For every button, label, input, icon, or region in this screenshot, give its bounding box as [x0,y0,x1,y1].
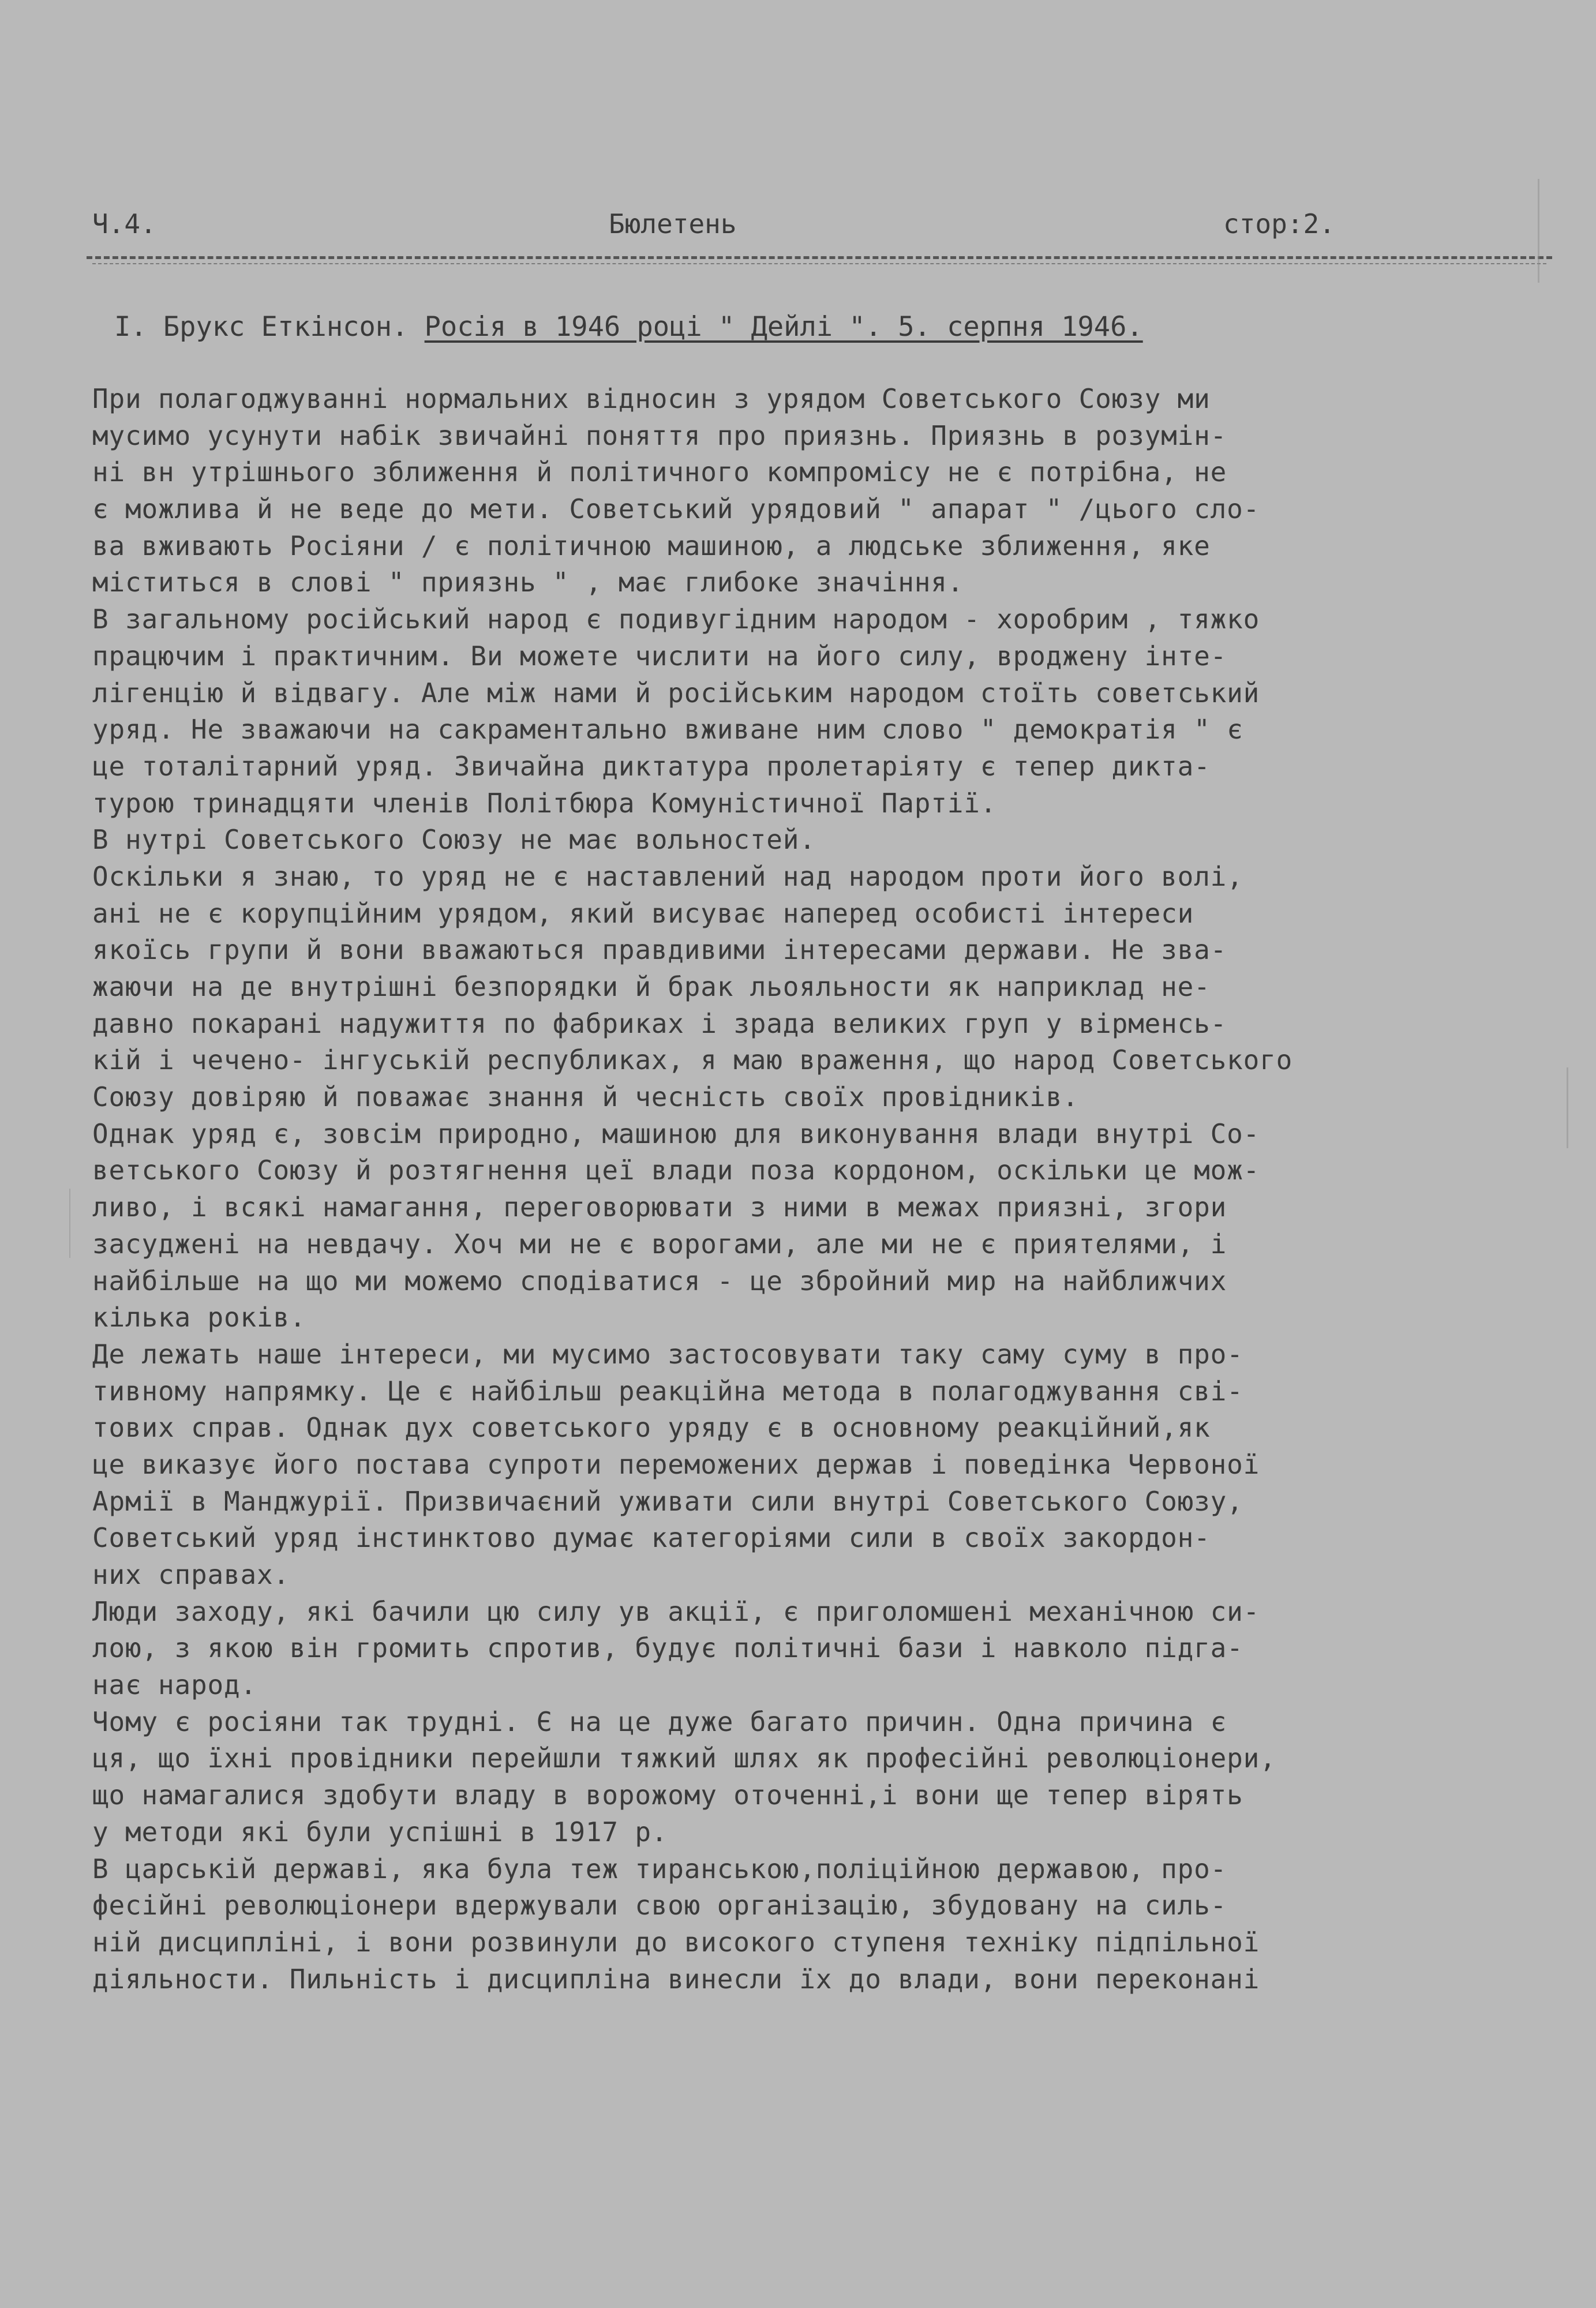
text-line: лігенцію й відвагу. Але між нами й російським народом стоїть советський [92,677,1260,709]
text-line: ветського Союзу й розтягнення цеї влади поза кордоном, оскільки це мож- [92,1155,1260,1186]
bulletin-title: Бюлетень [609,208,737,239]
text-line: що намагалися здобути владу в ворожому оточенні,і вони ще тепер вірять [92,1779,1243,1811]
text-line: діяльности. Пильність і дисципліна винесли їх до влади, вони переконані [92,1963,1260,1995]
article-body [92,381,1535,1998]
text-line: працючим і практичним. Ви можете числити на його силу, вроджену інте- [92,640,1227,672]
text-line: Однак уряд є, зовсім природно, машиною для виконування влади внутрі Со- [92,1118,1260,1149]
text-line: них справах. [92,1559,290,1590]
text-line: жаючи на де внутрішні безпорядки й брак льояльности як наприклад не- [92,971,1211,1002]
text-line: якоїсь групи й вони вважаються правдивими інтересами держави. Не зва- [92,934,1227,966]
text-line: нає народ. [92,1669,257,1701]
text-line: кій і чечено- інгуській республиках, я маю враження, що народ Советського [92,1044,1293,1076]
text-line: кілька років. [92,1302,306,1333]
paper-scratch [1567,1067,1568,1148]
text-line: засуджені на невдачу. Хоч ми не є ворогами, але ми не є приятелями, і [92,1228,1227,1260]
text-line: це тоталітарний уряд. Звичайна диктатура пролетаріяту є тепер дикта- [92,750,1211,782]
text-line: фесійні революціонери вдержували свою організацію, збудовану на силь- [92,1890,1227,1921]
paper-scratch [1538,179,1539,283]
text-line: є можлива й не веде до мети. Советський урядовий " апарат " /цього сло- [92,493,1260,525]
issue-number: Ч.4. [92,208,156,239]
text-line: найбільше на що ми можемо сподіватися - це збройний мир на найближчих [92,1265,1227,1297]
text-line: уряд. Не зважаючи на сакраментально вживане ним слово " демократія " є [92,714,1243,745]
page-header [92,207,1558,241]
text-line: Союзу довіряю й поважає знання й чесність своїх провідників. [92,1081,1079,1113]
header-divider [87,256,1552,259]
text-line: давно покарані надужиття по фабриках і зрада великих груп у вірменсь- [92,1007,1227,1039]
text-line: ця, що їхні провідники перейшли тяжкий шлях як професійні революціонери, [92,1743,1276,1774]
citation-source: Росія в 1946 році " Дейлі ". 5. серпня 1946. [424,311,1143,343]
paper-scratch [69,1189,70,1258]
text-line: лою, з якою він громить спротив, будує політичні бази і навколо підга- [92,1632,1243,1664]
text-line: ва вживають Росіяни / є політичною машиною, а людське зближення, яке [92,530,1211,561]
text-line: ані не є корупційним урядом, який висуває наперед особисті інтереси [92,897,1194,929]
text-line: В царській державі, яка була теж тиранською,поліційною державою, про- [92,1853,1227,1884]
text-line: ній дисципліні, і вони розвинули до високого ступеня техніку підпільної [92,1926,1260,1958]
text-line: В загальному російський народ є подивугідним народом - хоробрим , тяжко [92,604,1260,635]
text-line: Люди заходу, які бачили цю силу ув акції, є приголомшені механічною си- [92,1595,1260,1627]
text-line: турою тринадцяти членів Політбюра Комуністичної Партії. [92,787,997,819]
text-line: тивному напрямку. Це є найбільш реакційна метода в полагоджування сві- [92,1375,1243,1407]
text-line: Чому є росіяни так трудні. Є на це дуже багато причин. Одна причина є [92,1706,1227,1737]
text-line: В нутрі Советського Союзу не має вольностей. [92,824,816,856]
text-line: Советський уряд інстинктово думає категоріями сили в своїх закордон- [92,1522,1211,1554]
text-line: у методи які були успішні в 1917 р. [92,1816,668,1848]
text-line: ливо, і всякі намагання, переговорювати з ними в межах приязні, згори [92,1192,1227,1223]
text-line: це виказує його постава супроти переможених держав і поведінка Червоної [92,1448,1260,1480]
page-number: стор:2. [1223,208,1335,239]
text-line: тових справ. Однак дух советського уряду є в основному реакційний,як [92,1412,1211,1444]
text-line: мусимо усунути набік звичайні поняття про приязнь. Приязнь в розумін- [92,419,1227,451]
citation-author: I. Брукс Еткінсон. [114,311,425,343]
text-line: міститься в слові " приязнь " , має глибоке значіння. [92,567,964,598]
article-citation [114,309,1143,345]
text-line: Де лежать наше інтереси, ми мусимо застосовувати таку саму суму в про- [92,1338,1243,1370]
text-line: При полагоджуванні нормальних відносин з урядом Советського Союзу ми [92,383,1211,414]
header-divider-underline [92,263,1546,264]
text-line: Армії в Манджурії. Призвичаєний уживати сили внутрі Советського Союзу, [92,1485,1243,1517]
text-line: Оскільки я знаю, то уряд не є наставлений над народом проти його волі, [92,860,1243,892]
text-line: ні вн утрішнього зближення й політичного компромісу не є потрібна, не [92,456,1227,488]
